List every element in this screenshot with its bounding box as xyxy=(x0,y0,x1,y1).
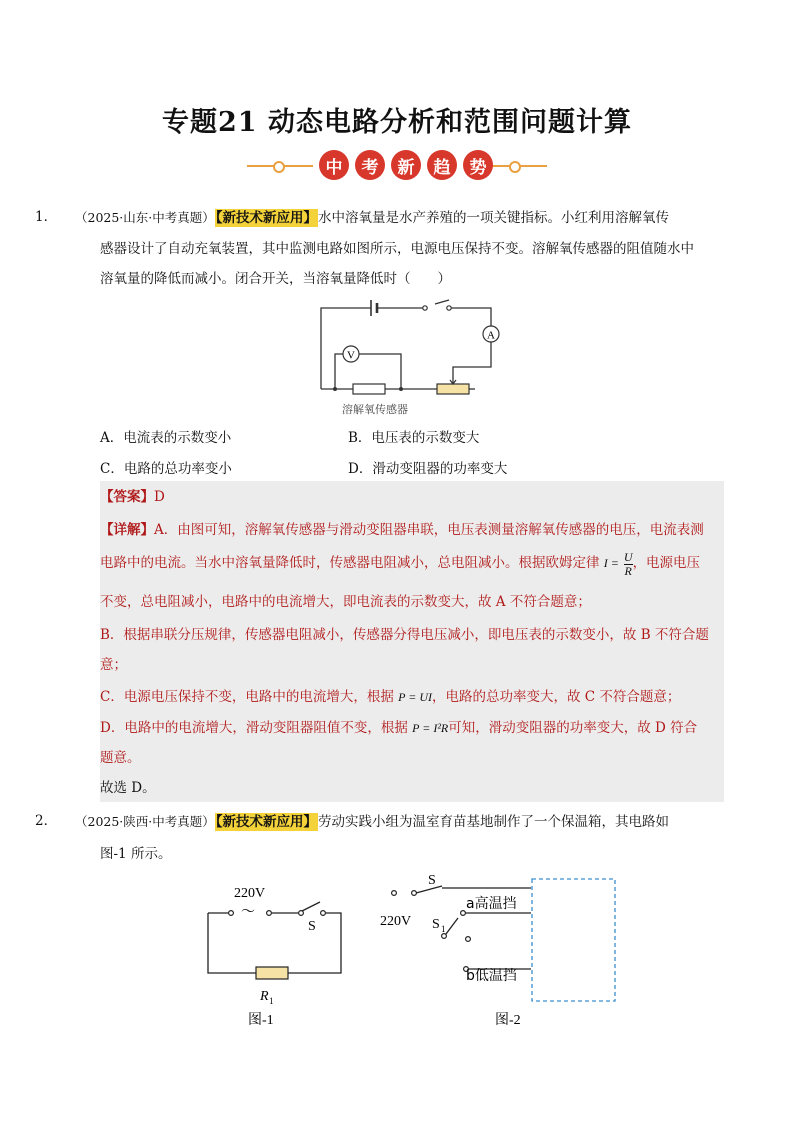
rheostat-icon xyxy=(437,384,469,394)
option-a: A．电流表的示数变小 xyxy=(100,430,232,446)
power-formula: P = I²R xyxy=(412,721,449,735)
voltmeter-label: V xyxy=(347,349,355,362)
page-title: 专题21 动态电路分析和范围问题计算 xyxy=(162,107,632,138)
sensor-caption: 溶解氧传感器 xyxy=(342,403,408,416)
banner-ornament-right xyxy=(509,161,521,173)
detail-text: C．电源电压保持不变，电路中的电流增大，根据 xyxy=(100,689,394,705)
question-text: 水中溶氧量是水产养殖的一项关键指标。小红利用溶解氧传 xyxy=(318,210,670,226)
formula-text: I = xyxy=(603,556,619,570)
detail-text: A．由图可知，溶解氧传感器与滑动变阻器串联，电压表测量溶解氧传感器的电压，电流表测 xyxy=(154,522,704,538)
circuit-diagram-fig1 xyxy=(196,878,346,1028)
question-number: 2． xyxy=(35,813,58,829)
question-1-line-1 xyxy=(35,203,725,233)
detail-line-3: 不变，总电阻减小，电路中的电流增大，即电流表的示数变大，故 A 不符合题意； xyxy=(100,594,591,610)
question-tag: 【新技术新应用】 xyxy=(215,210,318,226)
switch-label: S xyxy=(428,873,436,888)
banner-char: 势 xyxy=(463,150,493,180)
circuit-diagram-q1 xyxy=(315,292,505,422)
circuit-diagram-fig2 xyxy=(376,868,626,1028)
detail-label: 【详解】 xyxy=(100,522,154,538)
question-number: 1． xyxy=(35,209,58,225)
switch1-label: S xyxy=(432,917,440,932)
voltage-label: 220V xyxy=(380,914,412,929)
high-temp-label: a高温挡 xyxy=(466,896,517,912)
option-b: B．电压表的示数变大 xyxy=(348,430,480,446)
sensor-resistor xyxy=(353,384,385,394)
question-text: 劳动实践小组为温室育苗基地制作了一个保温箱，其电路如 xyxy=(318,814,670,830)
banner-char: 中 xyxy=(319,150,349,180)
question-source: （2025·陕西·中考真题） xyxy=(75,814,215,829)
switch-label: S xyxy=(308,919,316,934)
ac-symbol: ～ xyxy=(241,905,255,920)
resistor-r1 xyxy=(256,967,288,979)
banner-char: 趋 xyxy=(427,150,457,180)
resistor-label: R xyxy=(260,989,269,1004)
detail-line-4: B．根据串联分压规律，传感器电阻减小，传感器分得电压减小，即电压表的示数变小，故 B 不符合题 xyxy=(100,627,709,643)
switch1-subscript: 1 xyxy=(441,924,446,934)
detail-line-9: 故选 D。 xyxy=(100,780,156,796)
option-d: D．滑动变阻器的功率变大 xyxy=(348,461,508,477)
detail-line-1 xyxy=(100,514,724,547)
resistor-subscript: 1 xyxy=(269,996,274,1006)
question-tag: 【新技术新应用】 xyxy=(215,814,318,830)
answer-line xyxy=(100,481,724,514)
banner-char: 新 xyxy=(391,150,421,180)
detail-line-6 xyxy=(100,681,724,714)
banner-char: 考 xyxy=(355,150,385,180)
detail-text: 电路中的电流。当水中溶氧量降低时，传感器电阻减小，总电阻减小。根据欧姆定律 xyxy=(100,555,600,571)
option-c: C．电路的总功率变小 xyxy=(100,461,232,477)
question-source: （2025·山东·中考真题） xyxy=(75,210,215,225)
formula-numerator: U xyxy=(623,549,633,564)
voltage-label: 220V xyxy=(234,886,266,901)
question-1-line-3: 溶氧量的降低而减小。闭合开关，当溶氧量降低时（ ） xyxy=(100,271,451,287)
figure-caption: 图-1 xyxy=(248,1013,274,1028)
answer-label: 【答案】 xyxy=(100,489,154,505)
question-1-line-2: 感器设计了自动充氧装置，其中监测电路如图所示，电源电压保持不变。溶解氧传感器的阻值随水中 xyxy=(100,241,694,257)
detail-line-5: 意； xyxy=(100,657,127,673)
detail-text: ，电源电压 xyxy=(632,555,701,571)
ammeter-label: A xyxy=(487,329,495,342)
answer-value: D xyxy=(154,489,165,505)
ohm-law-formula xyxy=(604,547,633,580)
question-2-line-1 xyxy=(35,807,725,837)
detail-line-8: 题意。 xyxy=(100,750,141,766)
low-temp-label: b低温挡 xyxy=(466,968,517,984)
detail-text: ，电路的总功率变大，故 C 不符合题意； xyxy=(432,689,681,705)
detail-text: 可知，滑动变阻器的功率变大，故 D 符合 xyxy=(448,720,698,736)
formula-denominator: R xyxy=(624,563,632,578)
banner-ornament-left xyxy=(273,161,285,173)
detail-line-7 xyxy=(100,712,724,745)
question-2-line-2: 图-1 所示。 xyxy=(100,846,172,862)
heating-box-dashed xyxy=(532,879,615,1001)
detail-line-2 xyxy=(100,547,724,580)
figure-caption: 图-2 xyxy=(495,1013,521,1028)
detail-text: D．电路中的电流增大，滑动变阻器阻值不变，根据 xyxy=(100,720,408,736)
power-formula: P = UI xyxy=(398,690,433,704)
banner-zhongkao-trend xyxy=(247,148,547,186)
